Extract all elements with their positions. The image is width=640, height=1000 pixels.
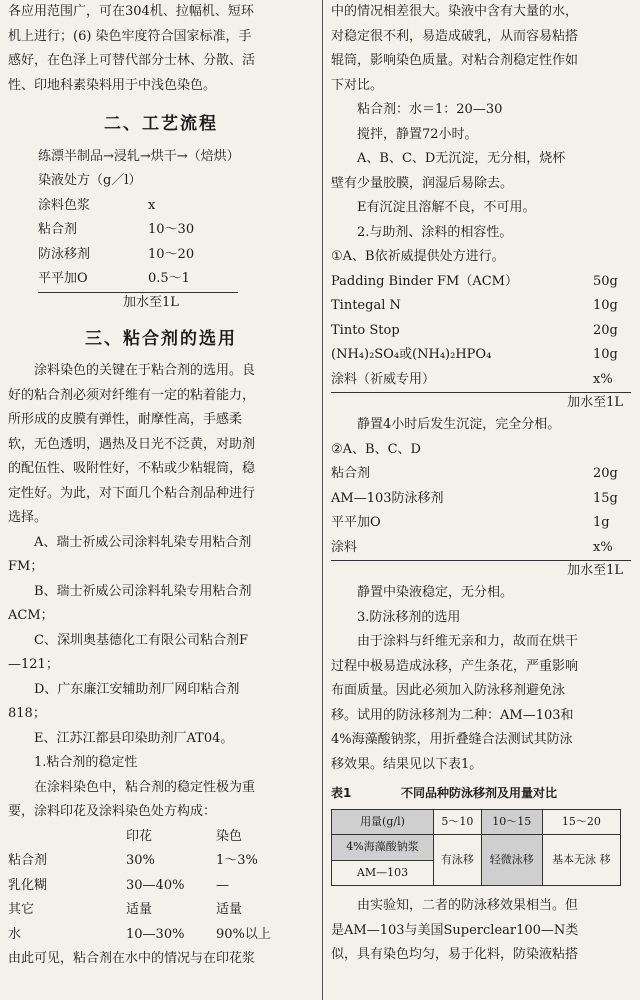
paragraph-line: 由此可见，粘合剂在水中的情况与在印花浆 [8, 951, 256, 966]
result-line: 壁有少量胶膜，润湿后易除去。 [331, 175, 514, 191]
paragraph-line: 是AM—103与美国Superclear100—N类 [331, 922, 579, 938]
result-line: E有沉淀且溶解不良，不可用。 [357, 200, 536, 215]
compare-row [8, 898, 314, 923]
ab-result: 静置4小时后发生沉淀，完全分相。 [357, 417, 561, 432]
compare-dye: 1～3% [216, 853, 258, 868]
paragraph-line: 移效果。结果见以下表1。 [331, 756, 483, 772]
paragraph-line: 由于涂料与纤维无亲和力，故而在烘干 [357, 634, 579, 649]
table-header-cell: 用量(g/l) [332, 809, 434, 835]
paragraph-line: 下对比。 [331, 77, 384, 93]
option-line: E、江苏江都县印染助剂厂AT04。 [34, 730, 234, 746]
abcd-recipe-name: 涂料 [331, 539, 358, 555]
recipe-name: 涂料色浆 [38, 197, 91, 213]
table-header-cell: 15～20 [542, 809, 620, 835]
compare-row [8, 874, 314, 899]
compare-print: 适量 [126, 902, 153, 917]
compare-name: 水 [8, 926, 22, 942]
paragraph-line: 软，无色透明，遇热及日光不泛黄，对助剂 [8, 436, 256, 452]
intro-line: 机上进行；(6) 染色牢度符合国家标准，手 [8, 28, 252, 44]
subsection-3-heading: 3.防泳移剂的选用 [357, 609, 461, 625]
table-result-cell: 基本无泳 移 [542, 835, 620, 886]
abcd-recipe-row [331, 462, 631, 487]
option-line: C、深圳奥基德化工有限公司粘合剂F [34, 632, 248, 648]
abcd-recipe-row [331, 536, 631, 562]
paragraph-line: 涂料染色的关键在于粘合剂的选用。良 [34, 363, 256, 378]
paragraph-line: 的配伍性、吸附性好，不粘或少粘辊筒，稳 [8, 461, 256, 476]
abcd-recipe-row [331, 511, 631, 536]
ab-recipe-name: Padding Binder FM（ACM） [331, 273, 518, 289]
compare-header-dye: 染色 [216, 828, 243, 844]
compare-name: 乳化糊 [8, 877, 48, 893]
paragraph-line: 4%海藻酸钠浆，用折叠缝合法测试其防泳 [331, 732, 573, 747]
table-header-row [332, 809, 621, 835]
ratio-line: 粘合剂：水＝1：20—30 [357, 102, 503, 117]
table-header-cell: 5～10 [434, 809, 482, 835]
paragraph-line: 移。试用的防泳移剂为二种：AM—103和 [331, 707, 574, 723]
right-column [331, 0, 631, 968]
process-flow: 练漂半制品→浸轧→烘干→（焙烘） [38, 148, 240, 164]
abcd-intro: ②A、B、C、D [331, 441, 421, 457]
paragraph-line: 要，涂料印花及涂料染色处方构成： [8, 804, 217, 819]
abcd-recipe [331, 462, 631, 581]
table-result-cell: 有泳移 [434, 835, 482, 886]
compare-row [8, 923, 314, 948]
table-row [332, 835, 621, 861]
option-line: ACM； [8, 608, 54, 623]
table-row-label: 4%海藻酸钠浆 [332, 835, 434, 861]
anti-migration-table [331, 809, 621, 887]
intro-line: 感好，在色泽上可替代部分士林、分散、活 [8, 53, 256, 68]
paragraph-line: 定性好。为此，对下面几个粘合剂品种进行 [8, 485, 256, 501]
ab-recipe-name: Tintegal N [331, 298, 401, 313]
ab-footer: 加水至1L [567, 395, 623, 410]
recipe-amount: 10～30 [148, 222, 195, 237]
recipe-amount: x [148, 197, 156, 213]
recipe-row [38, 267, 238, 293]
ab-recipe-name: Tinto Stop [331, 322, 400, 338]
paragraph-line: 布面质量。因此必须加入防泳移剂避免泳 [331, 683, 566, 698]
abcd-recipe-amount: x% [593, 539, 613, 555]
recipe-name: 平平加O [38, 271, 88, 286]
section-2-heading: 二、工艺流程 [104, 114, 218, 134]
ab-recipe-name: 涂料（祈威专用） [331, 371, 436, 387]
result-line: A、B、C、D无沉淀，无分相，烧杯 [357, 151, 566, 166]
recipe-header: 染液处方（g／l） [38, 173, 142, 188]
ab-recipe-row [331, 294, 631, 319]
compare-row [8, 849, 314, 874]
recipe-row [38, 194, 314, 219]
table-title: 不同品种防泳移剂及用量对比 [401, 786, 558, 800]
paragraph-line: 在涂料染色中，粘合剂的稳定性极为重 [34, 779, 256, 795]
paragraph-line: 似，具有染色均匀，易于化料，防染液粘搭 [331, 947, 579, 962]
ab-recipe-amount: 50g [593, 273, 618, 289]
compare-dye: 适量 [216, 902, 243, 917]
table-label: 表1 [331, 786, 352, 800]
recipe-row [38, 243, 314, 268]
compare-print: 30—40% [126, 877, 185, 893]
option-line: 818； [8, 706, 46, 721]
paragraph-line: 中的情况相差很大。染液中含有大量的水， [331, 4, 579, 19]
option-line: B、瑞士祈威公司涂料轧染专用粘合剂 [34, 583, 252, 599]
option-line: D、广东廉江安辅助剂厂网印粘合剂 [34, 681, 240, 697]
paragraph-line: 辊筒，影响染色质量。对粘合剂稳定性作如 [331, 53, 579, 68]
table-header-cell: 10～15 [481, 809, 542, 835]
ab-recipe-name: (NH₄)₂SO₄或(NH₄)₂HPO₄ [331, 347, 492, 362]
left-column [8, 0, 314, 972]
recipe-list [8, 194, 314, 313]
compare-name: 其它 [8, 902, 35, 917]
recipe-amount: 10～20 [148, 246, 195, 262]
option-line: FM； [8, 559, 44, 574]
abcd-result: 静置中染液稳定，无分相。 [357, 585, 514, 600]
compare-header [8, 825, 314, 850]
recipe-name: 粘合剂 [38, 222, 78, 237]
option-line: —121； [8, 657, 59, 672]
paragraph-line: 所形成的皮膜有弹性，耐摩性高，手感柔 [8, 412, 243, 427]
table-row-label: AM—103 [332, 860, 434, 886]
ab-recipe-amount: 10g [593, 347, 618, 362]
abcd-recipe-amount: 1g [593, 515, 610, 530]
paragraph-line: 由实验知，二者的防泳移效果相当。但 [357, 898, 579, 913]
compare-name: 粘合剂 [8, 853, 48, 868]
ab-recipe-amount: 10g [593, 298, 618, 313]
ab-recipe [331, 270, 631, 414]
compare-print: 30% [126, 853, 155, 868]
abcd-recipe-row [331, 487, 631, 512]
recipe-row [38, 218, 314, 243]
compare-print: 10—30% [126, 926, 185, 942]
ab-recipe-amount: 20g [593, 322, 618, 338]
table-result-cell: 轻微泳移 [481, 835, 542, 886]
recipe-amount: 0.5～1 [148, 271, 190, 286]
subsection-2-heading: 2.与助剂、涂料的相容性。 [357, 224, 513, 240]
abcd-recipe-amount: 15g [593, 490, 618, 506]
compare-header-print: 印花 [126, 828, 153, 844]
section-3-heading: 三、粘合剂的选用 [85, 328, 237, 349]
intro-line: 各应用范围广，可在304机、拉幅机、短环 [8, 4, 254, 19]
ab-recipe-row [331, 343, 631, 368]
paragraph-line: 好的粘合剂必须对纤维有一定的粘着能力， [8, 387, 256, 403]
stir-line: 搅拌，静置72小时。 [357, 126, 478, 142]
paragraph-line: 对稳定很不利，易造成破乳，从而容易粘搭 [331, 28, 579, 44]
option-line: A、瑞士祈威公司涂料轧染专用粘合剂 [34, 534, 252, 550]
abcd-recipe-name: 平平加O [331, 515, 381, 530]
ab-recipe-row [331, 368, 631, 394]
recipe-name: 防泳移剂 [38, 246, 91, 262]
paragraph-line: 选择。 [8, 510, 48, 525]
ab-intro: ①A、B依祈威提供处方进行。 [331, 249, 505, 264]
compare-dye: — [216, 877, 229, 893]
abcd-recipe-name: 粘合剂 [331, 466, 371, 481]
ab-recipe-amount: x% [593, 371, 613, 387]
abcd-footer: 加水至1L [567, 563, 623, 578]
intro-line: 性、印地科素染料用于中浅色染色。 [8, 77, 217, 93]
paragraph-line: 过程中极易造成泳移，产生条花，严重影响 [331, 658, 579, 674]
ab-recipe-row [331, 270, 631, 295]
column-divider [322, 0, 323, 1000]
table-caption [331, 781, 631, 806]
ab-recipe-row [331, 319, 631, 344]
abcd-recipe-name: AM—103防泳移剂 [331, 490, 444, 506]
subsection-1-heading: 1.粘合剂的稳定性 [34, 755, 138, 770]
recipe-footer: 加水至1L [123, 294, 179, 310]
compare-dye: 90%以上 [216, 926, 271, 942]
abcd-recipe-amount: 20g [593, 466, 618, 481]
